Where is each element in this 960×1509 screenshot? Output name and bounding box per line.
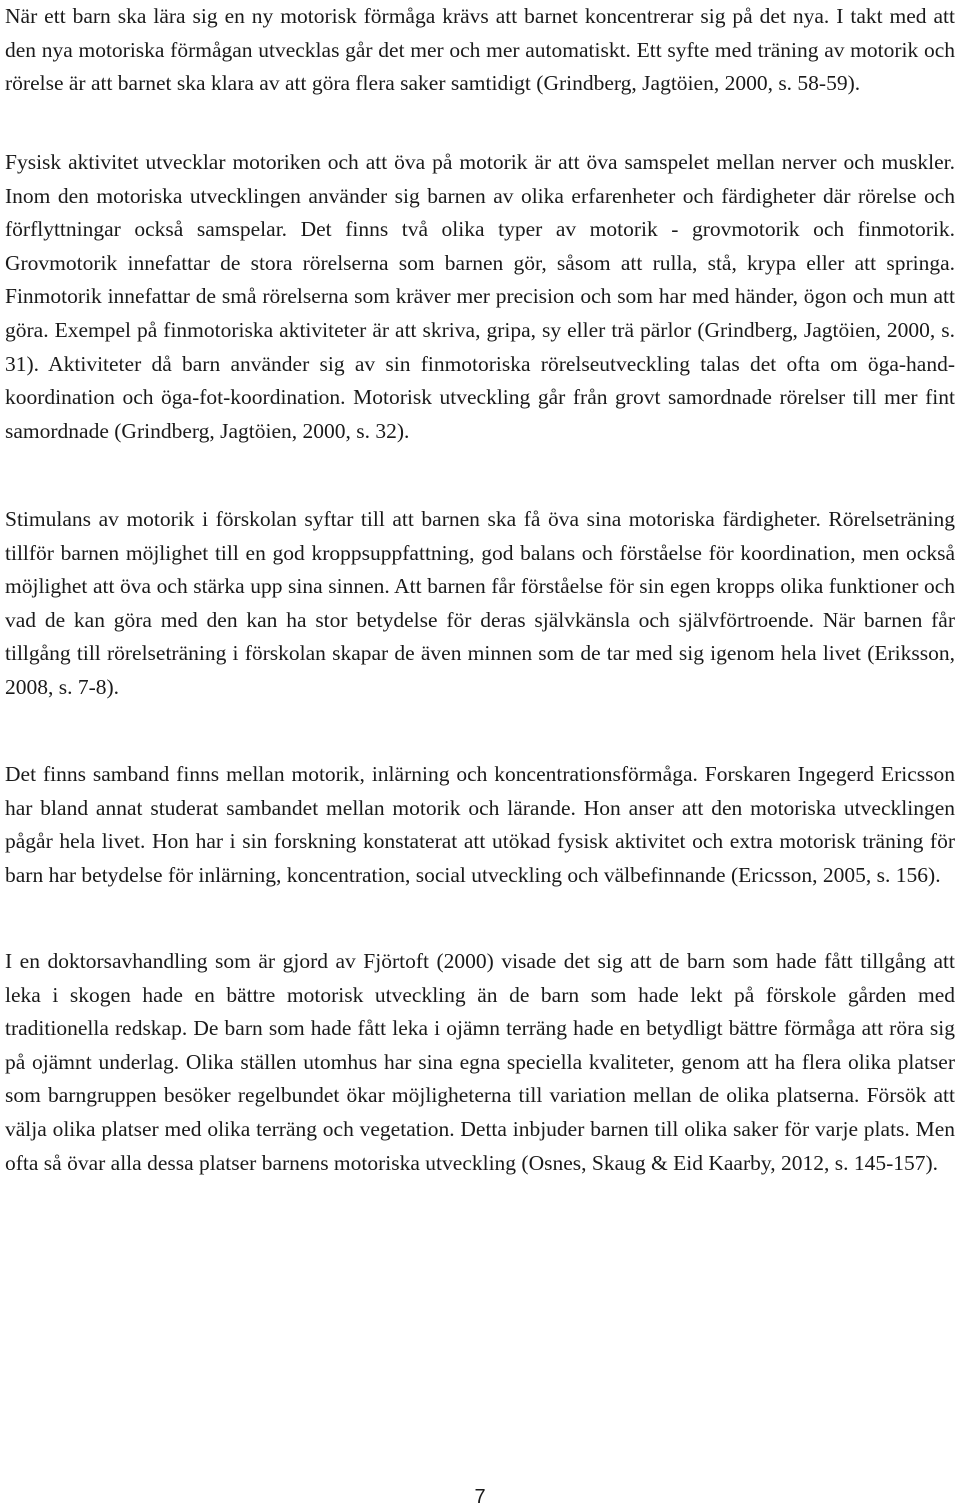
body-paragraph-3: Stimulans av motorik i förskolan syftar till att barnen ska få öva sina motoriska färdigheter. Rörelseträning tillför barnen möjlighet till en god kroppsuppfattning, god balans och förståelse för koordination, men också möjlighet att öva och stärka upp sina sinnen. Att barnen får förståelse för sin egen kropps olika funktioner och vad de kan göra med den kan ha stor betydelse för deras självkänsla och självförtroende. När barnen får tillgång till rörelseträning i förskolan skapar de även minnen som de tar med sig igenom hela livet (Eriksson, 2008, s. 7-8).: [5, 507, 955, 699]
body-paragraph-5: I en doktorsavhandling som är gjord av Fjörtoft (2000) visade det sig att de barn som hade fått tillgång att leka i skogen hade en bättre motorisk utveckling än de barn som hade lekt på förskole gården med traditionella redskap. De barn som hade fått leka i ojämn terräng hade en betydligt bättre förmåga att röra sig på ojämnt underlag. Olika ställen utomhus har sina egna speciella kvaliteter, genom att ha flera olika platser som barngruppen besöker regelbundet ökar möjligheterna till variation mellan de olika platserna. Försök att välja olika platser med olika terräng och vegetation. Detta inbjuder barnen till olika saker för varje plats. Men ofta så övar alla dessa platser barnens motoriska utveckling (Osnes, Skaug & Eid Kaarby, 2012, s. 145-157).: [5, 949, 955, 1175]
document-page: [5, 0, 955, 1509]
page-number: 7: [474, 1486, 486, 1508]
body-paragraph-4: Det finns samband finns mellan motorik, inlärning och koncentrationsförmåga. Forskaren Ingegerd Ericsson har bland annat studerat sambandet mellan motorik och lärande. Hon anser att den motoriska utvecklingen pågår hela livet. Hon har i sin forskning konstaterat att utökad fysisk aktivitet och extra motorisk träning för barn har betydelse för inlärning, koncentration, social utveckling och välbefinnande (Ericsson, 2005, s. 156).: [5, 762, 955, 887]
body-paragraph-2: Fysisk aktivitet utvecklar motoriken och att öva på motorik är att öva samspelet mellan nerver och muskler. Inom den motoriska utvecklingen använder sig barnen av olika erfarenheter och färdigheter där rörelse och förflyttningar också samspelar. Det finns två olika typer av motorik - grovmotorik och finmotorik. Grovmotorik innefattar de stora rörelserna som barnen gör, såsom att rulla, stå, krypa eller att springa. Finmotorik innefattar de små rörelserna som kräver mer precision och som har med händer, ögon och mun att göra. Exempel på finmotoriska aktiviteter är att skriva, gripa, sy eller trä pärlor (Grindberg, Jagtöien, 2000, s. 31). Aktiviteter då barn använder sig av sin finmotoriska rörelseutveckling talas det ofta om öga-hand-koordination och öga-fot-koordination. Motorisk utveckling går från grovt samordnade rörelser till mer fint samordnade (Grindberg, Jagtöien, 2000, s. 32).: [5, 150, 955, 443]
body-paragraph-1: När ett barn ska lära sig en ny motorisk förmåga krävs att barnet koncentrerar sig på det nya. I takt med att den nya motoriska förmågan utvecklas går det mer och mer automatiskt. Ett syfte med träning av motorik och rörelse är att barnet ska klara av att göra flera saker samtidigt (Grindberg, Jagtöien, 2000, s. 58-59).: [5, 4, 955, 96]
